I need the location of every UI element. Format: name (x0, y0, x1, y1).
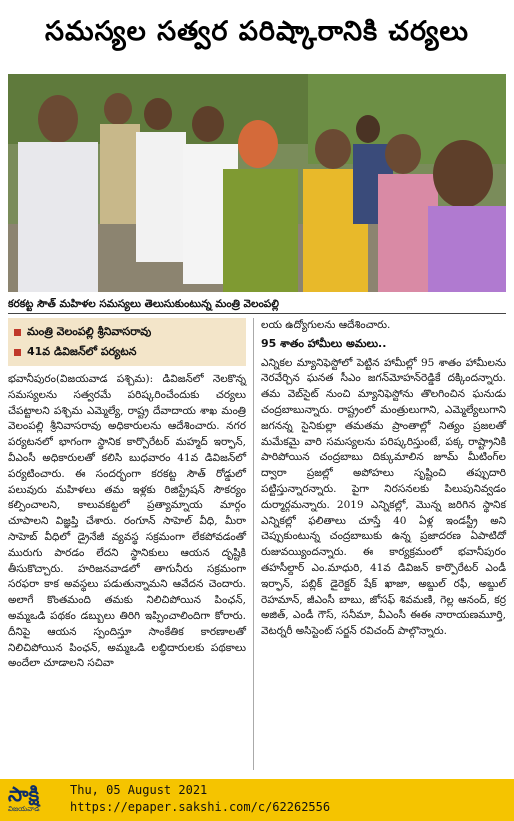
logo-edition: విజయవాడ (8, 805, 40, 813)
logo-text: సాక్షి (8, 782, 40, 806)
caption-rule (8, 313, 506, 314)
sakshi-logo (8, 783, 64, 817)
bullet-icon (14, 329, 21, 336)
article-left-column (8, 318, 246, 672)
news-photo (8, 74, 506, 292)
highlight-text: 41వ డివిజన్‌లో పర్యటన (27, 345, 137, 358)
article-right-column (261, 318, 506, 640)
photo-caption: కరకట్ట సౌత్ మహిళల సమస్యలు తెలుసుకుంటున్న మంత్రి వెలంపల్లి (8, 298, 279, 310)
footer-bar (0, 779, 514, 821)
headline: సమస్యల సత్వర పరిష్కారానికి చర్యలు (45, 16, 469, 47)
article-paragraph: భవానీపురం(విజయవాడ పశ్చిమ): డివిజన్‌లో నెలకొన్న సమస్యలను సత్వరమే పరిష్కరించేందుకు చర్యలు చేపట్టాలని పశ్చిమ ఎమ్మెల్యే, రాష్ట్ర దేవాదాయ శాఖ మంత్రి వెలంపల్లి శ్రీనివాసరావు అధికారులను ఆదేశించారు. నగర పర్యటనలో భాగంగా స్థానిక కార్పొరేటర్ మహ్మద్ ఇర్ఫాన్, వీఎంసీ అధికారులతో కలిసి బుధవారం 41వ డివిజన్‌లో పర్యటించారు. ఈ సందర్భంగా కరకట్ట సౌత్ రోడ్డులో పలువురు మహిళలు తమ ఇళ్లకు రిజిస్ట్రేషన్ సౌకర్యం కల్పించాలని, కాలువకట్టలో ప్రత్యామ్నాయ మార్గం చూపాలని విజ్ఞప్తి చేశారు. రంగూన్ సాహెల్ వీధి, మీరా సాహెబ్ వీధిలో డ్రైనేజీ వ్యవస్థ సక్రమంగా లేకపోవడంతో మురుగు పారడం లేదని స్థానికులు ఆయన దృష్టికి తీసుకొచ్చారు. హరిజనవాడలో తాగునీరు సక్రమంగా సరఫరా కాక అవస్థలు పడుతున్నామని ఆవేదన చెందారు. అలాగే కొంతమంది తమకు నిలిచిపోయిన పింఛన్, అమ్మఒడి పథకం డబ్బులు తిరిగి ఇప్పించాలిందిగా కోరారు. దీనిపై ఆయన స్పందిస్తూ సాంకేతిక కారణాలతో నిలిచిపోయిన పింఛన్, అమ్మఒడి లబ్ధిదారులకు పథకాలు అందేలా చూడాలని సచివా (8, 373, 246, 670)
highlight-text: మంత్రి వెలంపల్లి శ్రీనివాసరావు (27, 325, 152, 338)
column-divider (253, 318, 254, 770)
highlight-item (14, 322, 240, 342)
epaper-link[interactable]: https://epaper.sakshi.com/c/62262556 (70, 800, 331, 814)
highlights-box (8, 318, 246, 366)
article-subhead: 95 శాతం హామీలు అమలు.. (261, 336, 387, 350)
edition-date: Thu, 05 August 2021 (70, 783, 208, 797)
article-paragraph: ఎన్నికల మ్యానిఫెస్టోలో పెట్టిన హామీల్లో 95 శాతం హామీలను నెరవేర్చిన ఘనత సీఎం జగన్‌మోహన్‌రెడ్డికే దక్కిందన్నారు. తమ వెబ్‌సైట్ నుంచి మ్యానిఫెస్టోను తొలగించిన ఘనుడు చంద్రబాబున్నారు. రాష్ట్రంలో మంత్రులుగాని, ఎమ్మెల్యేలుగాని జగనన్న సైనికుల్లా తమతమ ప్రాంతాల్లో నిత్యం ప్రజలతో మమేకమై వారి సమస్యలను పరిష్కరిస్తుంటే, పక్క రాష్ట్రానికి పారిపోయిన చంద్రబాబు దిక్కుమాలిన జూమ్ మీటింగ్‌ల ద్వారా ప్రజల్లో అపోహలు సృష్టించి తప్పుదారి పట్టిస్తున్నారన్నారు. పైగా నిరసనలకు పిలుపునివ్వడం దుర్మార్గమన్నారు. 2019 ఎన్నికల్లో, మొన్న జరిగిన స్థానిక ఎన్నికల్లో ఫలితాలు చూస్తే 40 ఏళ్ల ఇండస్ట్రీ అని చెప్పుకుంటున్న చంద్రబాబుకు ఉన్న ప్రజాదరణ ఏపాటిదో రుజువయ్యిందన్నారు. ఈ కార్యక్రమంలో భవానీపురం తహసీల్దార్ ఎం.మాధురి, 41వ డివిజన్ కార్పొరేటర్ ఎండీ ఇర్ఫాన్, పబ్లిక్ డైరెక్టర్ షేక్ ఖాజా, అబ్దుల్ రఫీ, అబ్దుల్ రెహమాన్, జీఎంసీ బాబు, జోసఫ్ శివమణి, గెల్ల ఆనంద్, కర్ర అజిత్, ఎండీ గౌస్, సనీమా, వీఎంసీ ఈఈ నారాయణమూర్తి, వెటర్నరీ అసిస్టెంట్ సర్జన్ రవిచంద్ పాల్గొన్నారు. (261, 356, 506, 638)
article-continuation: లయ ఉద్యోగులను ఆదేశించారు. (261, 319, 391, 331)
highlight-item (14, 342, 240, 362)
bullet-icon (14, 349, 21, 356)
